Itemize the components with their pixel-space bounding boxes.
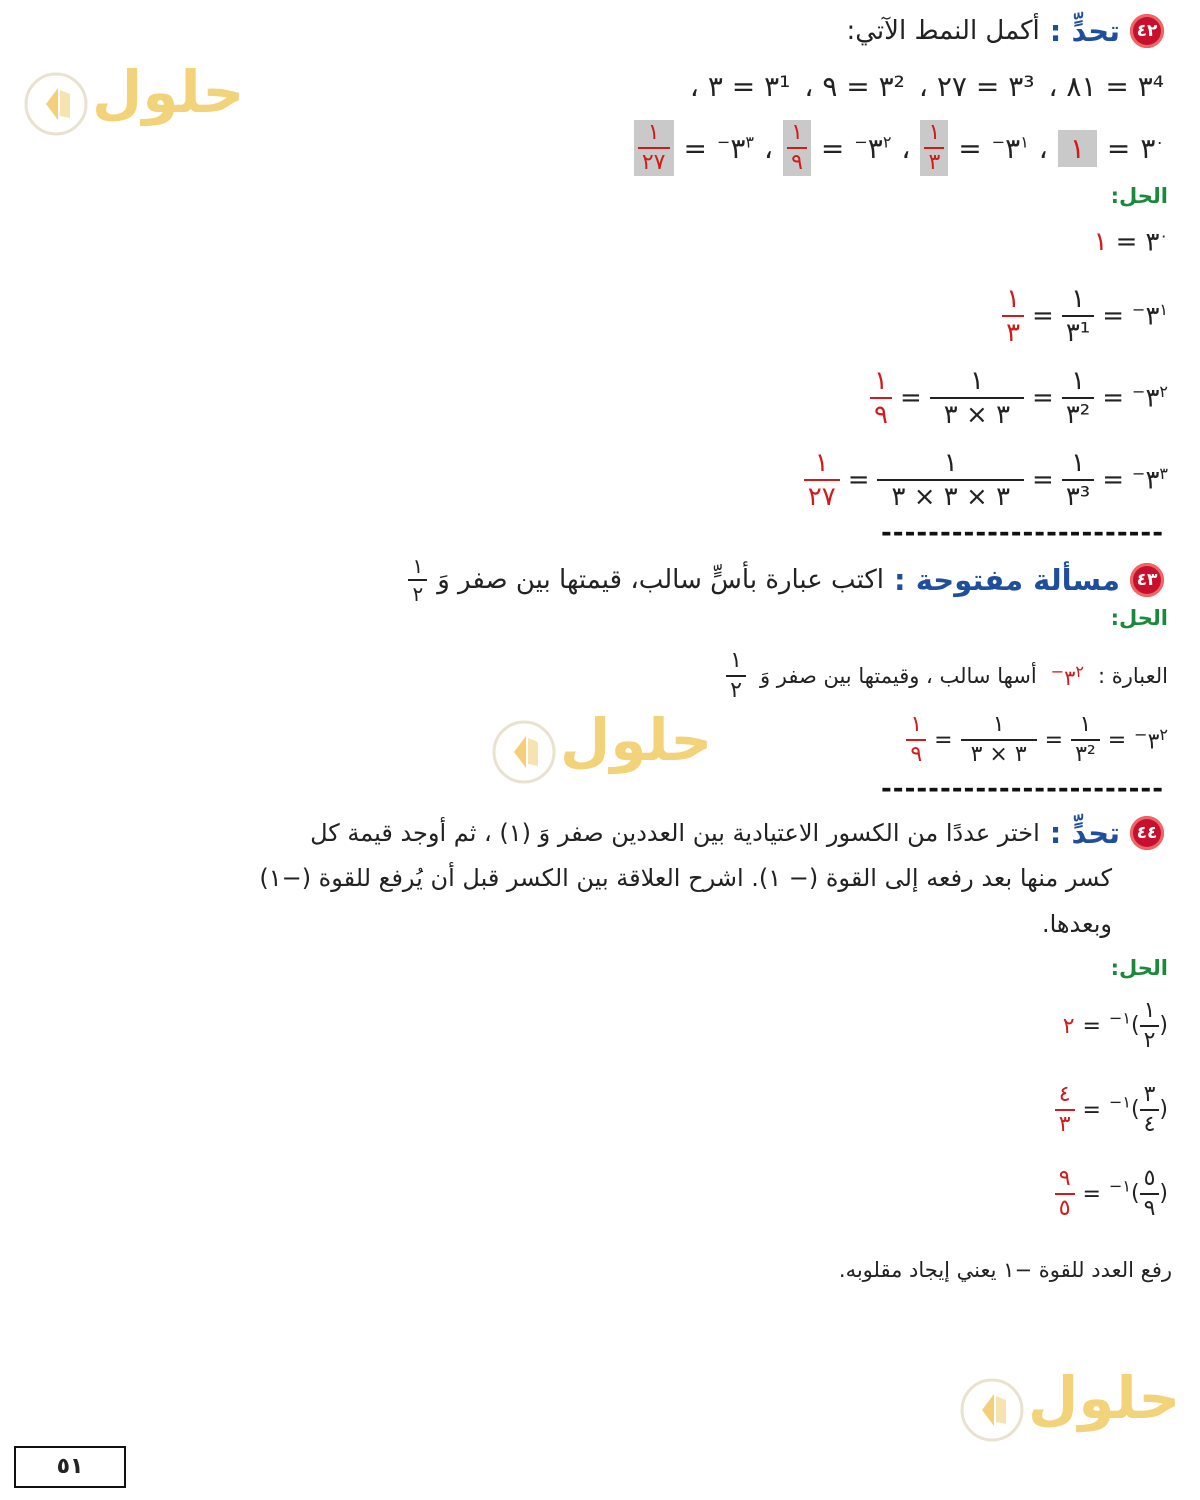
result-fraction [1002,286,1024,346]
fraction [1140,1000,1160,1052]
numerator: ٤ [1058,1082,1071,1107]
exponent: ١− [1108,1176,1131,1196]
denominator: ٣ × ٣ [930,397,1024,428]
denominator: ٥ [1055,1193,1075,1220]
question-prompt: اكتب عبارة بأسٍّ سالب، قيمتها بين صفر وَ [437,565,885,595]
exponent: ١− [1132,300,1168,320]
expression-description: أسها سالب ، وقيمتها بين صفر وَ [759,664,1037,688]
section-divider: ------------------------ [881,518,1164,548]
denominator: ٢٧ [804,479,840,510]
solution-label: الحل: [1110,956,1168,980]
numerator: ١ [969,366,984,396]
denominator: ٩ [870,397,892,428]
base: ٣ [1145,465,1160,496]
logo-text: حلول [92,58,245,126]
fraction [1140,1084,1160,1136]
solution-label: الحل: [1110,606,1168,630]
question-keyword: مسألة مفتوحة : [894,563,1120,597]
numerator: ١ [910,712,923,737]
answer-box-fraction [920,120,948,176]
answer-box-fraction [783,120,811,176]
page-number: ٥١ [14,1446,126,1488]
q42-pattern-line2: $٣^٠$ = ١ ، $٣^{١-}$ = $\frac{١}{٣}$ ، $٣^{٢-}$ = $\frac{١}{٩}$ ، $٣^{٣-}$ = $\frac{١}{٢٧}$ [634,120,1164,176]
q44-solution-row: ( $\frac{١}{٢}$ )$^{١-}$ = ٢ [1062,998,1168,1053]
base: ٣ [1147,729,1160,755]
numerator: ١ [791,120,803,145]
q42-solution-step: $٣^{٢-}$ = $\frac{١}{\text{٣²}}$ = $\frac{١}{٣ \times ٣}$ = $\frac{١}{٩}$ [870,368,1168,428]
question-number-badge: ٤٣ [1130,563,1164,597]
numerator: ١ [647,120,660,145]
base: ٣ [1145,383,1160,414]
pattern-term: ٣⁴ = ٨١ ، [1048,70,1164,103]
q44-solution-row: ( $\frac{٣}{٤}$ )$^{١-}$ = $\frac{٤}{٣}$ [1055,1084,1168,1136]
denominator: ٣² [1062,397,1094,428]
numerator: ١ [1006,284,1021,314]
numerator: ٥ [1143,1166,1156,1191]
fraction [1062,286,1094,346]
logo-text: حلول [1028,1364,1181,1432]
base: ٣ [1064,666,1076,690]
exponent: ٢− [1134,725,1168,745]
denominator: ٣ [924,147,944,174]
pattern-term: ٣¹ = ٣ ، [689,70,791,103]
pattern-term: ٣² = ٩ ، [804,70,905,103]
base: ٣ [1145,227,1160,258]
numerator: ١ [992,712,1005,737]
fraction [1062,368,1094,428]
numerator: ١ [928,120,941,145]
numerator: ١ [874,366,888,396]
exponent: ١− [991,132,1029,152]
denominator: ٣ × ٣ × ٣ [877,479,1024,510]
exponent: ١− [1108,1008,1131,1028]
denominator: ٩ [787,147,807,174]
numerator: ١ [1071,448,1086,478]
denominator: ٢ [408,579,427,604]
fraction [877,450,1024,510]
watermark-logo [22,58,245,144]
watermark-logo [958,1364,1181,1450]
exponent: ٠ [1159,226,1168,245]
fraction [961,714,1037,766]
q43-heading [408,556,1164,604]
question-prompt: اختر عددًا من الكسور الاعتيادية بين العددين صفر وَ (١) ، ثم أوجد قيمة كل [310,819,1040,847]
numerator: ١ [943,448,958,478]
q44-solution-row: ( $\frac{٥}{٩}$ )$^{١-}$ = $\frac{٩}{٥}$ [1055,1168,1168,1220]
numerator: ١ [1079,712,1092,737]
solution-label: الحل: [1110,184,1168,208]
denominator: ٩ [906,739,926,766]
fraction [408,556,427,604]
question-keyword: تحدٍّ : [1049,14,1120,48]
denominator: ٢٧ [638,147,670,174]
pattern-term: ٣³ = ٢٧ ، [918,70,1035,103]
result: ٢ [1062,1013,1075,1039]
exponent: ١− [1108,1092,1131,1112]
question-keyword: تحدٍّ : [1049,816,1120,850]
fraction [930,368,1024,428]
base: ٣ [1145,301,1160,332]
exponent: ٢− [854,132,892,152]
denominator: ٩ [1140,1193,1160,1220]
base: ٣ [1005,131,1021,165]
result-fraction [1055,1084,1075,1136]
q42-solution-step: $٣^٠$ = ١ [1093,226,1168,258]
q42-solution-step: $٣^{٣-}$ = $\frac{١}{\text{٣³}}$ = $\frac{١}{٣ \times ٣ \times ٣}$ = $\frac{١}{٢٧}$ [804,450,1168,510]
question-prompt-continued: كسر منها بعد رفعه إلى القوة (− ١). اشرح العلاقة بين الكسر قبل أن يُرفع للقوة (−١) [259,864,1112,892]
q42-solution-step: $٣^{١-}$ = $\frac{١}{\text{٣¹}}$ = $\frac{١}{٣}$ [1002,286,1168,346]
base: ٣ [1140,131,1156,165]
denominator: ٣² [1071,739,1100,766]
denominator: ٤ [1140,1109,1160,1136]
q42-heading [846,14,1164,48]
numerator: ١ [412,554,424,578]
question-number-badge: ٤٢ [1130,14,1164,48]
logo-text: حلول [560,706,713,774]
denominator: ٢ [726,675,746,702]
answer-box: ١ [1058,130,1097,167]
denominator: ٣ [1002,315,1024,346]
exponent: ٣− [716,132,755,152]
question-prompt-continued: وبعدها. [1041,910,1112,938]
denominator: ٢ [1140,1025,1160,1052]
fraction [726,650,746,702]
exponent: ٢− [1050,662,1084,681]
q43-calculation: $٣^{٢-}$ = $\frac{١}{\text{٣²}}$ = $\frac{١}{٣ \times ٣}$ = $\frac{١}{٩}$ [906,714,1168,766]
q43-expression-line [726,650,1168,702]
watermark-logo [490,706,713,792]
exponent: ٠ [1155,132,1164,152]
numerator: ٩ [1058,1166,1071,1191]
base: ٣ [730,131,746,165]
result-fraction [906,714,926,766]
fraction [1071,714,1100,766]
question-number-badge: ٤٤ [1130,816,1164,850]
numerator: ١ [730,648,742,673]
denominator: ٣ [1055,1109,1075,1136]
answer-box-fraction [634,120,674,176]
result: ١ [1093,226,1108,257]
denominator: ٣³ [1062,479,1094,510]
conclusion-text: رفع العدد للقوة −١ يعني إيجاد مقلوبه. [838,1258,1172,1282]
expression-label: العبارة : [1098,664,1168,688]
result-fraction [804,450,840,510]
q44-heading [310,816,1164,850]
question-prompt: أكمل النمط الآتي: [846,16,1040,46]
denominator: ٣ × ٣ [961,739,1037,766]
fraction [1140,1168,1160,1220]
numerator: ١ [1071,284,1086,314]
numerator: ١ [814,448,829,478]
result-fraction [870,368,892,428]
denominator: ٣¹ [1062,315,1094,346]
section-divider: ------------------------ [881,774,1164,804]
fraction [1062,450,1094,510]
exponent: ٣− [1132,464,1168,484]
q42-pattern-line1 [690,70,1164,103]
numerator: ٣ [1143,1082,1156,1107]
exponent: ٢− [1132,382,1168,402]
numerator: ١ [1071,366,1086,396]
result-fraction [1055,1168,1075,1220]
base: ٣ [867,131,883,165]
numerator: ١ [1143,998,1156,1023]
